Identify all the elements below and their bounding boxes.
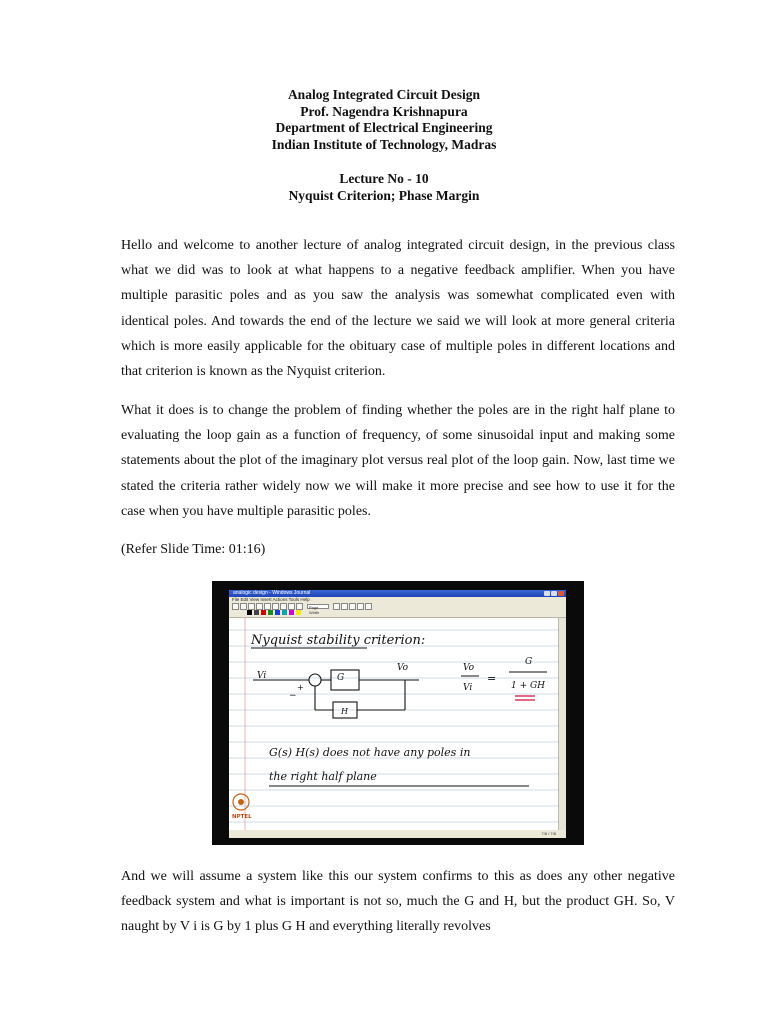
lecture-number: Lecture No - 10 [339, 171, 429, 186]
forward-block [331, 670, 359, 690]
eraser-icon [349, 603, 356, 610]
journal-page [229, 618, 559, 830]
slide-time-reference: (Refer Slide Time: 01:16) [121, 542, 266, 557]
toolbar [229, 603, 566, 618]
blue-swatch-icon [275, 610, 280, 615]
open-icon [240, 603, 247, 610]
minimize-icon [544, 591, 550, 596]
undo-icon [288, 603, 295, 610]
paragraph-intro: Hello and welcome to another lecture of analog integrated circuit design, in the previous class what we did was to look at what happens to a negative feedback amplifier. When you have multiple parasitic poles and as you saw the analysis was somewhat complicated even with identical poles. And towards the end of the lecture we said we will look at more general criteria which is more easily applicable for the obituary case of multiple poles in different locations and that criterion is known as the Nyquist criterion. [121, 238, 675, 380]
whiteboard-canvas [229, 618, 559, 830]
new-icon [232, 603, 239, 610]
lecture-slide-screenshot [212, 581, 584, 845]
paragraph-nyquist-summary: What it does is to change the problem of finding whether the poles are in the right half plane to evaluating the loop gain as a function of frequency, of some sinusoidal input and making some statements about the plot of the imaginary plot versus real plot of the loop gain. Now, last time we stated the criteria rather widely now we will make it more precise and see how to use it for the case when you have multiple parasitic poles. [121, 403, 675, 519]
redo-icon [296, 603, 303, 610]
tf-equals: = [487, 672, 497, 685]
paste-icon [280, 603, 287, 610]
nptel-logo [232, 794, 252, 820]
vertical-scrollbar [558, 618, 566, 830]
red-swatch-icon [261, 610, 266, 615]
magenta-swatch-icon [289, 610, 294, 615]
logo-text: NPTEL [232, 814, 252, 820]
black-swatch-icon [247, 610, 252, 615]
status-bar [229, 830, 566, 838]
input-label: Vi [257, 671, 267, 681]
plus-sign: + [297, 683, 304, 692]
highlighter-icon [341, 603, 348, 610]
selection-icon [357, 603, 364, 610]
output-label: Vo [397, 663, 409, 673]
cyan-swatch-icon [282, 610, 287, 615]
menu-bar: File Edit View Insert Actions Tools Help [229, 597, 566, 603]
print-icon [256, 603, 263, 610]
zoom-select: Page Width [307, 604, 329, 609]
window-title: analogic design - Windows Journal [233, 590, 311, 596]
department: Department of Electrical Engineering [275, 120, 493, 135]
forward-block-label: G [337, 673, 345, 683]
close-icon [558, 591, 564, 596]
yellow-swatch-icon [296, 610, 301, 615]
tf-denominator-left: Vi [463, 683, 473, 693]
pen-icon [333, 603, 340, 610]
tf-numerator-left: Vo [463, 663, 475, 673]
professor-name: Prof. Nagendra Krishnapura [300, 103, 468, 119]
document-header [0, 87, 768, 153]
flag-icon [365, 603, 372, 610]
journal-window [229, 590, 566, 838]
institute: Indian Institute of Technology, Madras [271, 136, 497, 152]
copy-icon [272, 603, 279, 610]
slide-heading: Nyquist stability criterion: [251, 633, 426, 648]
note-line-2: the right half plane [269, 770, 377, 783]
paragraph-system-assumption: And we will assume a system like this our system confirms to this as does any other negative feedback system and what is important is not so, much the G and H, but the product GH. So, V naught by V i is G by 1 plus G H and everything literally revolves [121, 869, 675, 935]
save-icon [248, 603, 255, 610]
green-swatch-icon [268, 610, 273, 615]
maximize-icon [551, 591, 557, 596]
cut-icon [264, 603, 271, 610]
ruled-lines [229, 630, 559, 822]
gray-swatch-icon [254, 610, 259, 615]
course-title: Analog Integrated Circuit Design [287, 87, 481, 102]
summing-junction [309, 674, 321, 686]
feedback-block-label: H [341, 707, 348, 716]
red-highlight [515, 696, 535, 700]
tf-denominator-right: 1 + GH [511, 681, 546, 691]
note-line-1: G(s) H(s) does not have any poles in [269, 746, 471, 759]
minus-sign: − [289, 691, 297, 701]
window-titlebar [229, 590, 566, 597]
lecture-heading [0, 171, 768, 204]
tf-numerator-right: G [525, 657, 533, 667]
page-counter: 7/8 / 7/8 [541, 831, 556, 836]
lecture-title: Nyquist Criterion; Phase Margin [288, 187, 480, 203]
